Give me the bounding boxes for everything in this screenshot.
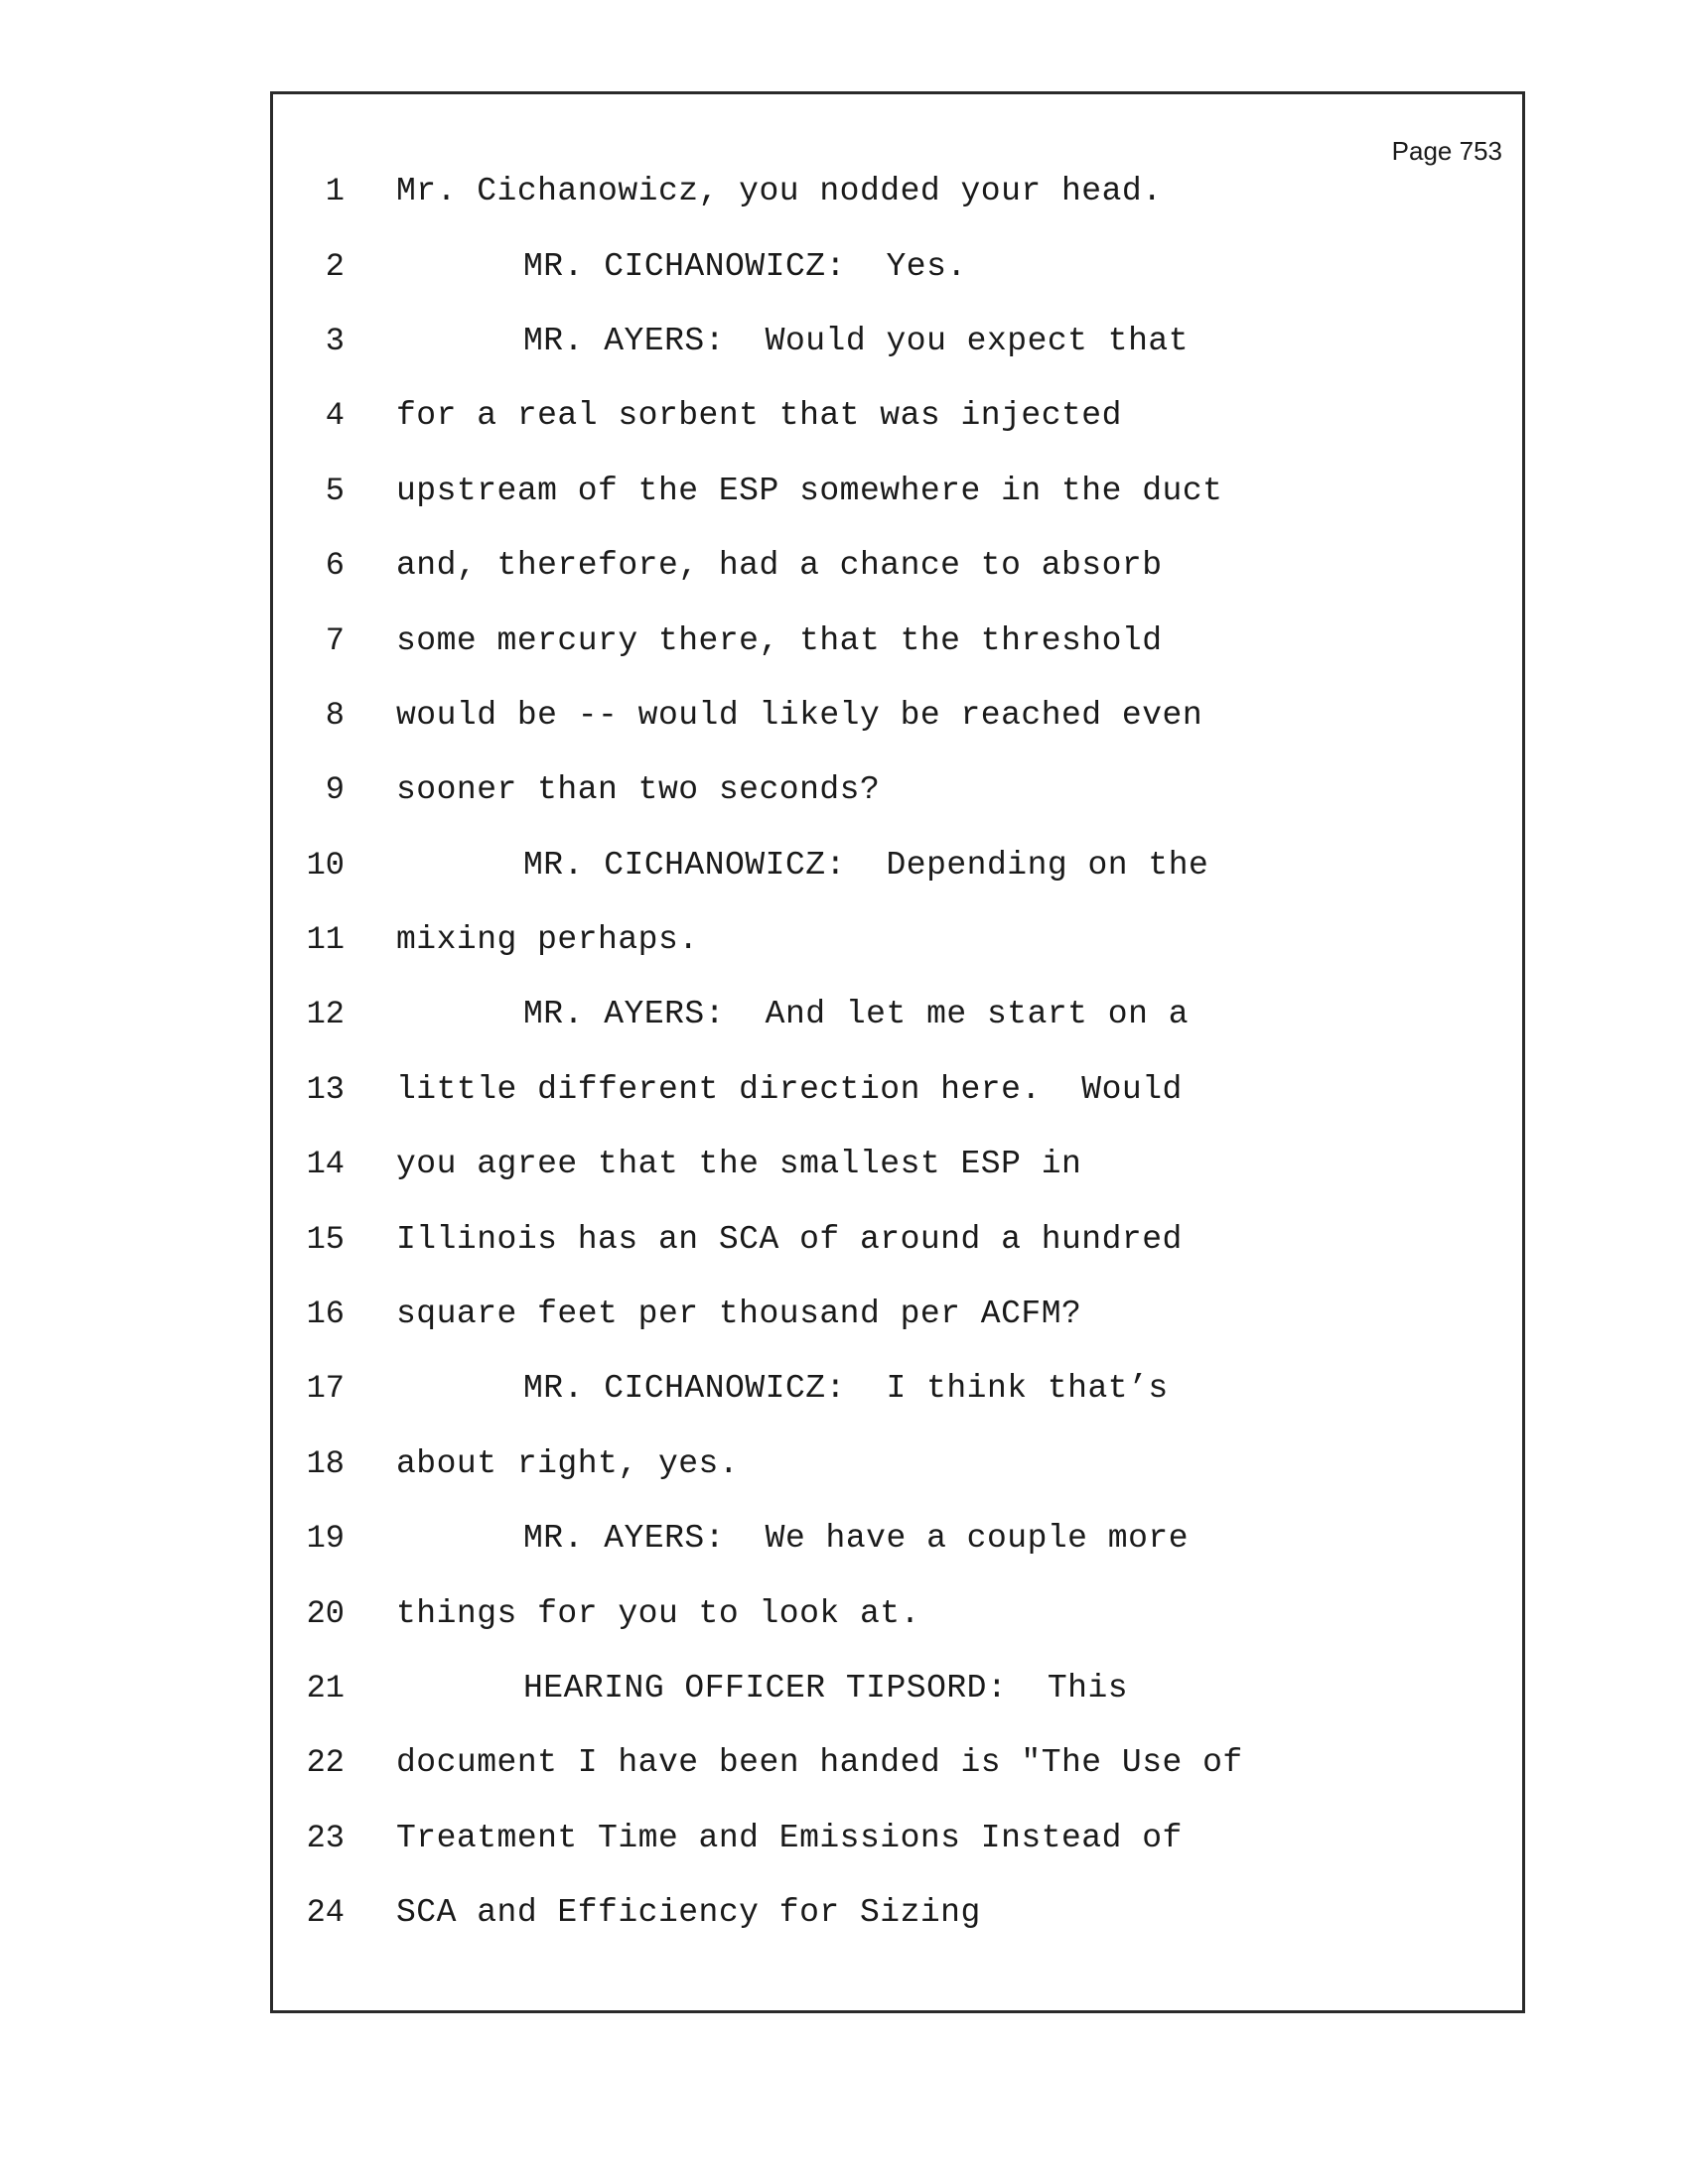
line-number: 17 xyxy=(306,1370,345,1408)
line-text: for a real sorbent that was injected xyxy=(396,397,1122,435)
line-number: 1 xyxy=(325,173,345,210)
line-text: mixing perhaps. xyxy=(396,921,699,959)
line-text: HEARING OFFICER TIPSORD: This xyxy=(523,1670,1129,1706)
line-number: 18 xyxy=(306,1444,345,1482)
transcript-line xyxy=(273,752,1522,827)
line-text: Illinois has an SCA of around a hundred xyxy=(396,1220,1183,1258)
line-text: SCA and Efficiency for Sizing xyxy=(396,1894,981,1932)
transcript-line xyxy=(273,1201,1522,1276)
line-text: upstream of the ESP somewhere in the duct xyxy=(396,472,1223,509)
line-number: 20 xyxy=(306,1594,345,1632)
transcript-line xyxy=(273,1875,1522,1950)
line-number: 4 xyxy=(325,397,345,435)
transcript-line xyxy=(273,1351,1522,1426)
line-text: square feet per thousand per ACFM? xyxy=(396,1296,1082,1333)
line-text: little different direction here. Would xyxy=(396,1070,1183,1108)
line-number: 21 xyxy=(306,1670,345,1706)
transcript-line xyxy=(273,1427,1522,1501)
line-number: 19 xyxy=(306,1520,345,1558)
line-number: 3 xyxy=(325,322,345,359)
line-number: 16 xyxy=(306,1296,345,1333)
line-text: and, therefore, had a chance to absorb xyxy=(396,547,1163,585)
line-text: Mr. Cichanowicz, you nodded your head. xyxy=(396,173,1163,210)
transcript-line xyxy=(273,528,1522,603)
line-text: MR. AYERS: We have a couple more xyxy=(523,1520,1190,1558)
line-number: 9 xyxy=(325,771,345,809)
line-text: you agree that the smallest ESP in xyxy=(396,1146,1082,1183)
transcript-line xyxy=(273,1651,1522,1725)
transcript-line xyxy=(273,977,1522,1051)
line-text: sooner than two seconds? xyxy=(396,771,881,809)
line-number: 23 xyxy=(306,1819,345,1856)
line-number: 6 xyxy=(325,547,345,585)
line-number: 11 xyxy=(306,921,345,959)
line-text: MR. CICHANOWICZ: I think that’s xyxy=(523,1370,1169,1408)
transcript-line xyxy=(273,378,1522,453)
line-text: MR. CICHANOWICZ: Depending on the xyxy=(523,846,1209,884)
transcript-line xyxy=(273,1501,1522,1575)
transcript-line xyxy=(273,1052,1522,1127)
transcript-line xyxy=(273,454,1522,528)
transcript-line xyxy=(273,828,1522,902)
line-text: Treatment Time and Emissions Instead of xyxy=(396,1819,1183,1856)
line-number: 10 xyxy=(306,846,345,884)
transcript-line xyxy=(273,678,1522,752)
line-number: 13 xyxy=(306,1070,345,1108)
line-number: 7 xyxy=(325,621,345,659)
transcript-line xyxy=(273,1801,1522,1875)
line-number: 24 xyxy=(306,1894,345,1932)
transcript-page-frame xyxy=(270,91,1525,2013)
line-number: 5 xyxy=(325,472,345,509)
line-number: 2 xyxy=(325,247,345,285)
line-text: would be -- would likely be reached even xyxy=(396,696,1203,734)
transcript-lines xyxy=(273,154,1522,1950)
line-number: 12 xyxy=(306,996,345,1033)
line-text: MR. CICHANOWICZ: Yes. xyxy=(523,247,967,285)
transcript-line xyxy=(273,1575,1522,1650)
page-number: Page 753 xyxy=(1391,136,1502,166)
line-text: MR. AYERS: And let me start on a xyxy=(523,996,1190,1033)
line-text: MR. AYERS: Would you expect that xyxy=(523,322,1190,359)
transcript-line xyxy=(273,1127,1522,1201)
line-number: 15 xyxy=(306,1220,345,1258)
transcript-line xyxy=(273,902,1522,977)
line-text: about right, yes. xyxy=(396,1444,740,1482)
transcript-line xyxy=(273,154,1522,228)
line-number: 22 xyxy=(306,1744,345,1782)
transcript-line xyxy=(273,1277,1522,1351)
line-text: things for you to look at. xyxy=(396,1594,920,1632)
transcript-line xyxy=(273,1725,1522,1800)
transcript-line xyxy=(273,603,1522,677)
line-number: 8 xyxy=(325,696,345,734)
line-number: 14 xyxy=(306,1146,345,1183)
transcript-line xyxy=(273,304,1522,378)
line-text: document I have been handed is "The Use of xyxy=(396,1744,1243,1782)
transcript-line xyxy=(273,228,1522,303)
line-text: some mercury there, that the threshold xyxy=(396,621,1163,659)
